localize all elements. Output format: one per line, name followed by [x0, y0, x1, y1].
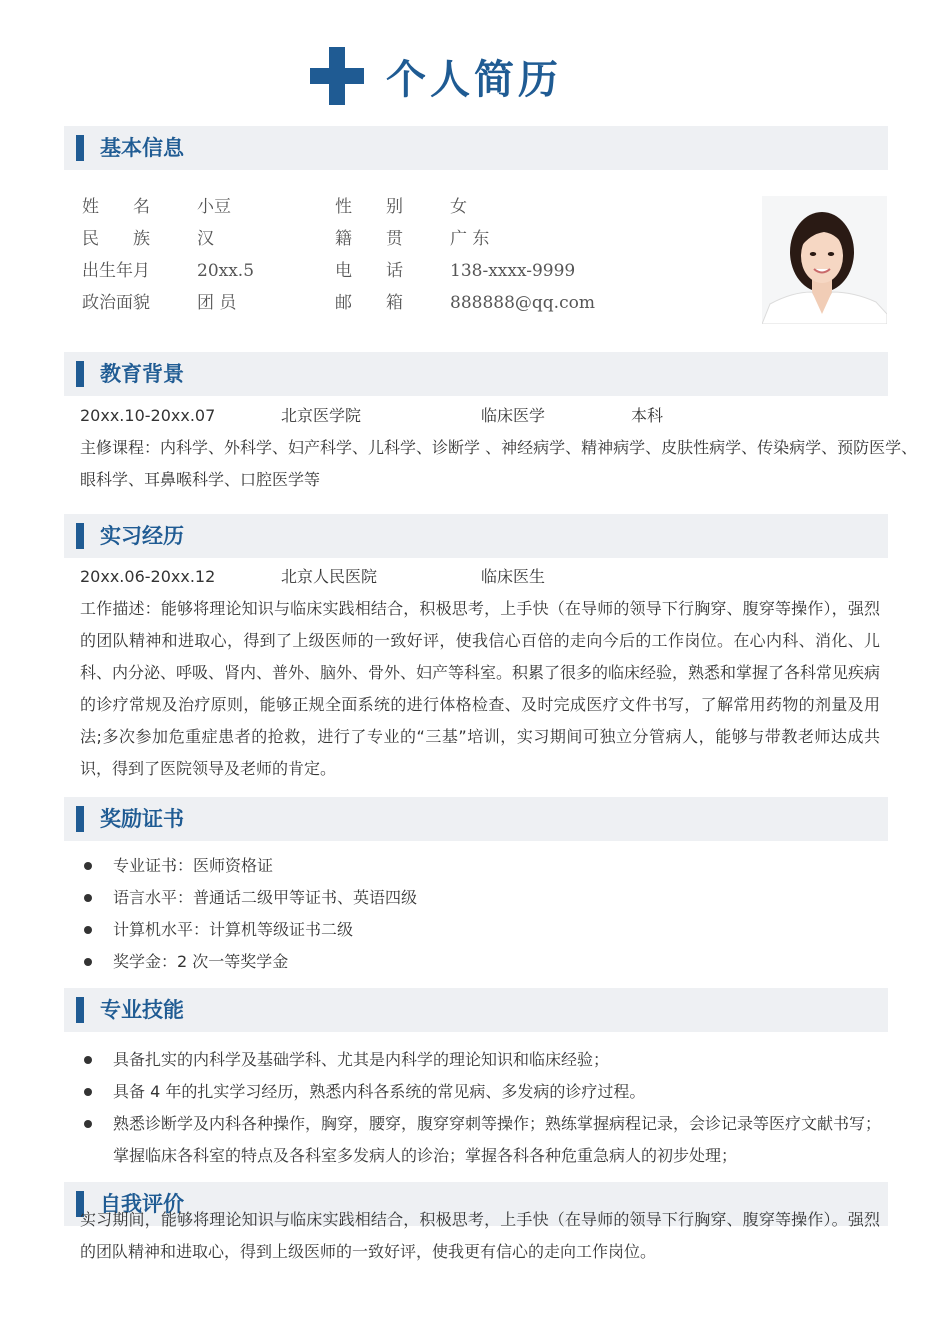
education-period: 20xx.10-20xx.07: [80, 406, 216, 425]
section-title-internship: 实习经历: [100, 524, 184, 548]
self-evaluation: 实习期间，能够将理论知识与临床实践相结合，积极思考，上手快（在导师的领导下行胸穿、腹穿等操作）。强烈的团队精神和进取心，得到上级医师的一致好评，使我更有信心的走向工作岗位。: [80, 1210, 880, 1261]
section-title-basic: 基本信息: [100, 136, 184, 160]
birth-label: 出生年月: [82, 261, 150, 281]
birth-value: 20xx.5: [197, 261, 255, 281]
section-title-education: 教育背景: [100, 362, 184, 386]
education-major: 临床医学: [481, 406, 546, 425]
section-bar: [76, 361, 84, 387]
phone-label: 电 话: [335, 261, 403, 281]
section-header-awards: [64, 797, 888, 841]
section-header-education: [64, 352, 888, 396]
ethnicity-value: 汉: [197, 229, 214, 249]
email-label: 邮 箱: [335, 293, 403, 313]
list-item: 奖学金：2 次一等奖学金: [80, 946, 888, 978]
section-bar: [76, 806, 84, 832]
gender-label: 性 别: [335, 197, 403, 217]
section-title-self: 自我评价: [100, 1192, 184, 1216]
skills-list: [80, 1044, 888, 1172]
section-bar: [76, 523, 84, 549]
education-courses-line1: 主修课程：内科学、外科学、妇产科学、儿科学、诊断学 、神经病学、精神病学、皮肤性病学、传染病学、预防医学、: [80, 438, 918, 457]
gender-value: 女: [450, 197, 467, 217]
origin-label: 籍 贯: [335, 229, 403, 249]
portrait-image: [762, 196, 887, 324]
list-item: 熟悉诊断学及内科各种操作，胸穿，腰穿，腹穿穿刺等操作；熟练掌握病程记录，会诊记录等医疗文献书写；掌握临床各科室的特点及各科室多发病人的诊治；掌握各科各种危重急病人的初步处理；: [80, 1108, 888, 1172]
politics-value: 团 员: [197, 293, 237, 313]
ethnicity-label: 民 族: [82, 229, 150, 249]
list-item: 具备 4 年的扎实学习经历，熟悉内科各系统的常见病、多发病的诊疗过程。: [80, 1076, 888, 1108]
page-title: 个人简历: [386, 55, 562, 103]
list-item: 专业证书：医师资格证: [80, 850, 888, 882]
list-item: 语言水平：普通话二级甲等证书、英语四级: [80, 882, 888, 914]
internship-position: 临床医生: [481, 567, 546, 586]
name-value: 小豆: [197, 197, 231, 217]
list-item: 具备扎实的内科学及基础学科、尤其是内科学的理论知识和临床经验；: [80, 1044, 888, 1076]
internship-hospital: 北京人民医院: [281, 567, 378, 586]
awards-list: [80, 850, 888, 978]
education-school: 北京医学院: [281, 406, 362, 425]
internship-period: 20xx.06-20xx.12: [80, 567, 216, 586]
politics-label: 政治面貌: [82, 293, 150, 313]
education-degree: 本科: [631, 406, 664, 425]
section-header-skills: [64, 988, 888, 1032]
section-bar: [76, 997, 84, 1023]
section-header-basic: [64, 126, 888, 170]
name-label: 姓 名: [82, 197, 150, 217]
list-item: 计算机水平：计算机等级证书二级: [80, 914, 888, 946]
section-title-awards: 奖励证书: [100, 807, 184, 831]
profile-photo: [762, 196, 887, 324]
section-title-skills: 专业技能: [100, 998, 184, 1022]
education-courses-line2: 眼科学、耳鼻喉科学、口腔医学等: [80, 470, 321, 489]
internship-description: 工作描述：能够将理论知识与临床实践相结合，积极思考，上手快（在导师的领导下行胸穿、腹穿等操作），强烈的团队精神和进取心，得到了上级医师的一致好评，使我信心百倍的走向今后的工作岗位。在心内科、消化、儿科、内分泌、呼吸、肾内、普外、脑外、骨外、妇产等科室。积累了很多的临床经验，熟悉和掌握了各科常见疾病的诊疗常规及治疗原则，能够正规全面系统的进行体格检查、及时完成医疗文件书写，了解常用药物的剂量及用法;多次参加危重症患者的抢救，进行了专业的“三基”培训，实习期间可独立分管病人，能够与带教老师达成共识，得到了医院领导及老师的肯定。: [80, 599, 881, 778]
origin-value: 广 东: [450, 229, 490, 249]
resume-title: [310, 44, 562, 108]
section-bar: [76, 135, 84, 161]
phone-value: 138-xxxx-9999: [450, 261, 576, 281]
section-header-internship: [64, 514, 888, 558]
email-value: 888888@qq.com: [450, 293, 595, 313]
medical-cross-icon: [310, 47, 364, 105]
